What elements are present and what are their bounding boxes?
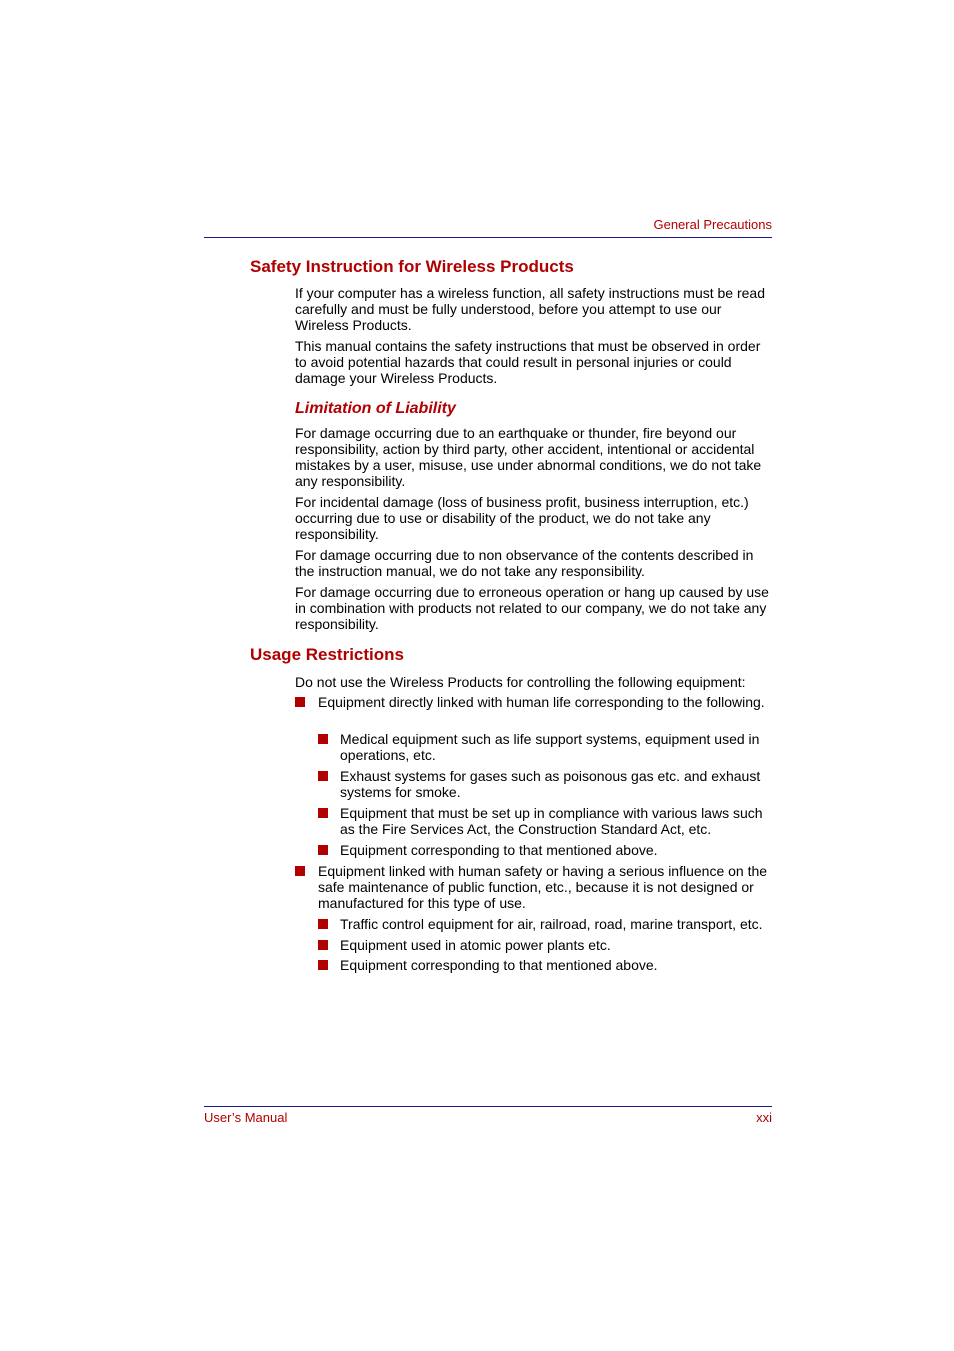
section-title-safety: Safety Instruction for Wireless Products <box>250 257 574 276</box>
square-bullet-icon <box>318 845 328 855</box>
header-rule <box>204 237 772 238</box>
paragraph: For damage occurring due to an earthquake or thunder, fire beyond our responsibility, action by third party, other accident, intentional or accidental mistakes by a user, misuse, use under abnormal conditions, we do not take any responsibility. <box>295 425 762 489</box>
list-item-text: Equipment corresponding to that mentioned above. <box>340 957 658 973</box>
square-bullet-icon <box>295 866 305 876</box>
square-bullet-icon <box>318 960 328 970</box>
paragraph: If your computer has a wireless function, all safety instructions must be read carefully and must be fully understood, before you attempt to use our Wireless Products. <box>295 285 765 333</box>
footer-rule <box>204 1106 772 1107</box>
paragraph-intro: Do not use the Wireless Products for controlling the following equipment: <box>295 674 746 690</box>
square-bullet-icon <box>318 771 328 781</box>
square-bullet-icon <box>318 734 328 744</box>
paragraph: For damage occurring due to non observance of the contents described in the instruction manual, we do not take any responsibility. <box>295 547 754 579</box>
page-number: xxi <box>756 1110 772 1125</box>
paragraph: For incidental damage (loss of business profit, business interruption, etc.) occurring due to use or disability of the product, we do not take any responsibility. <box>295 494 749 542</box>
square-bullet-icon <box>318 919 328 929</box>
list-item-text: Traffic control equipment for air, railroad, road, marine transport, etc. <box>340 916 763 932</box>
list-item-text: Equipment corresponding to that mentioned above. <box>340 842 658 858</box>
list-item-text: Equipment directly linked with human life corresponding to the following. <box>318 694 765 710</box>
list-item-text: Equipment linked with human safety or having a serious influence on the safe maintenance of public function, etc., because it is not designed or manufactured for this type of use. <box>318 863 768 911</box>
footer-manual-title: User’s Manual <box>204 1110 288 1125</box>
square-bullet-icon <box>318 940 328 950</box>
running-header: General Precautions <box>653 217 772 232</box>
list-item-text: Equipment used in atomic power plants etc. <box>340 937 611 953</box>
paragraph: This manual contains the safety instructions that must be observed in order to avoid potential hazards that could result in personal injuries or could damage your Wireless Products. <box>295 338 761 386</box>
section-title-usage: Usage Restrictions <box>250 645 404 664</box>
paragraph: For damage occurring due to erroneous operation or hang up caused by use in combination with products not related to our company, we do not take any responsibility. <box>295 584 769 632</box>
subsection-title-liability: Limitation of Liability <box>295 400 456 417</box>
square-bullet-icon <box>318 808 328 818</box>
list-item-text: Equipment that must be set up in compliance with various laws such as the Fire Services Act, the Construction Standard Act, etc. <box>340 805 763 837</box>
square-bullet-icon <box>295 697 305 707</box>
list-item-text: Medical equipment such as life support systems, equipment used in operations, etc. <box>340 731 760 763</box>
list-item-text: Exhaust systems for gases such as poisonous gas etc. and exhaust systems for smoke. <box>340 768 761 800</box>
